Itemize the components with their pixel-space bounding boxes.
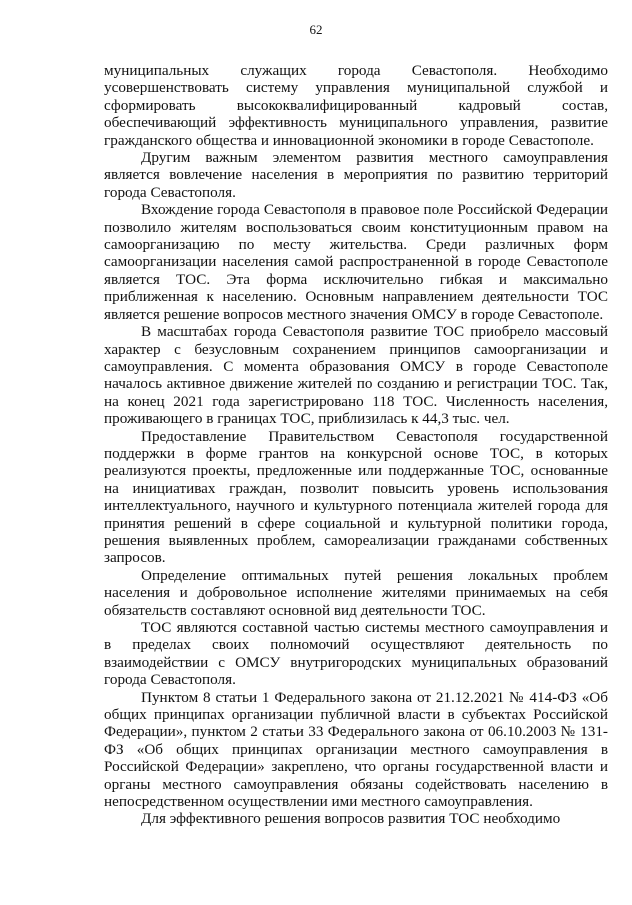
paragraph-9: Для эффективного решения вопросов развития ТОС необходимо bbox=[141, 810, 561, 828]
paragraph-1: муниципальных служащих города Севастополя. Необходимо усовершенствовать систему управления муниципальной службой и сформировать высококвалифицированный кадровый состав, обеспечивающий эффективность муниципального управления, развитие гражданского общества и инновационной экономики в городе Севастополе. bbox=[104, 62, 608, 149]
document-body bbox=[104, 62, 608, 828]
paragraph-4: В масштабах города Севастополя развитие ТОС приобрело массовый характер с безусловным сохранением принципов самоорганизации и самоуправления. С момента образования ОМСУ в городе Севастополе началось активное движение жителей по созданию и регистрации ТОС. Так, на конец 2021 года зарегистрировано 118 ТОС. Численность населения, проживающего в границах ТОС, приблизилась к 44,3 тыс. чел. bbox=[104, 323, 608, 428]
paragraph-2: Другим важным элементом развития местного самоуправления является вовлечение населения в мероприятия по развитию территорий города Севастополя. bbox=[104, 149, 608, 201]
paragraph-3: Вхождение города Севастополя в правовое поле Российской Федерации позволило жителям воспользоваться своим конституционным правом на самоорганизацию по месту жительства. Среди различных форм самоорганизации населения самой распространенной в городе Севастополе является ТОС. Эта форма исключительно гибкая и максимально приближенная к населению. Основным направлением деятельности ТОС является решение вопросов местного значения ОМСУ в городе Севастополе. bbox=[104, 201, 608, 323]
paragraph-7: ТОС являются составной частью системы местного самоуправления и в пределах своих полномочий осуществляют деятельность по взаимодействии с ОМСУ внутригородских муниципальных образований города Севастополя. bbox=[104, 619, 608, 689]
page-number: 62 bbox=[309, 22, 323, 37]
paragraph-8: Пунктом 8 статьи 1 Федерального закона от 21.12.2021 № 414-ФЗ «Об общих принципах организации публичной власти в субъектах Российской Федерации», пунктом 2 статьи 33 Федерального закона от 06.10.2003 № 131-ФЗ «Об общих принципах организации местного самоуправления в Российской Федерации» закреплено, что органы государственной власти и органы местного самоуправления обязаны содействовать населению в непосредственном осуществлении ими местного самоуправления. bbox=[104, 688, 608, 811]
paragraph-6: Определение оптимальных путей решения локальных проблем населения и добровольное исполнение жителями принимаемых на себя обязательств составляют основной вид деятельности ТОС. bbox=[104, 566, 608, 619]
paragraph-5: Предоставление Правительством Севастополя государственной поддержки в форме грантов на конкурсной основе ТОС, в которых реализуются проекты, предложенные или поддержанные ТОС, основанные на инициативах граждан, позволит повысить уровень использования интеллектуального, научного и культурного потенциала жителей города для принятия решений в сфере социальной и культурной политики города, решения выявленных проблем, самореализации гражданами собственных запросов. bbox=[104, 427, 608, 567]
